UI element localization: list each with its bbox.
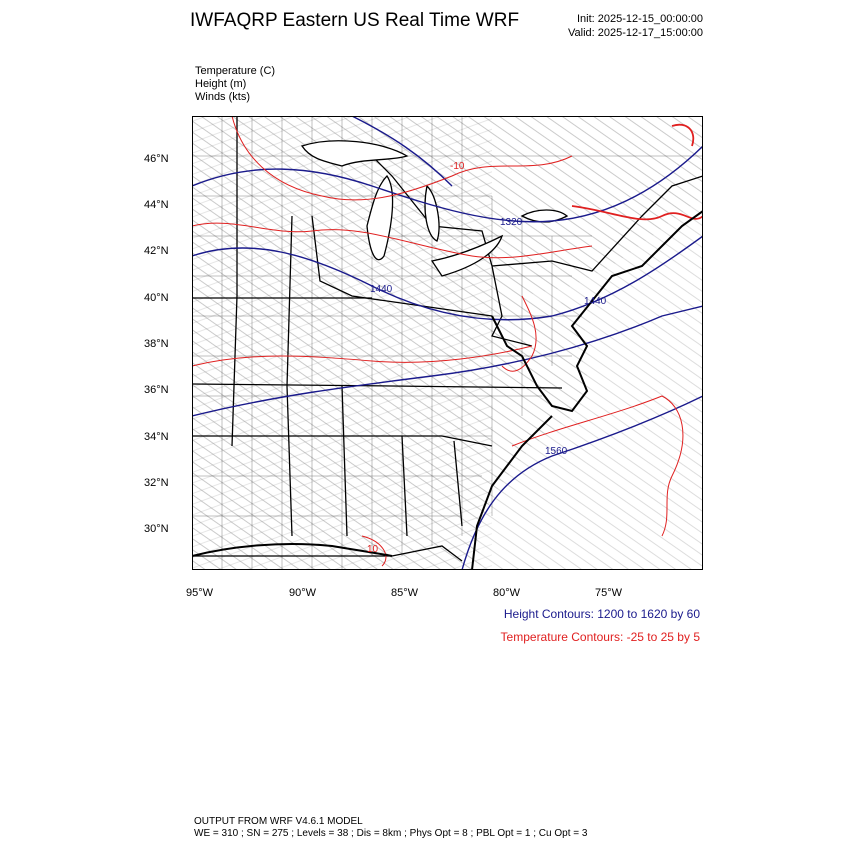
lat-label-32: 32°N	[144, 477, 169, 489]
lat-label-40: 40°N	[144, 292, 169, 304]
height-label-3: 1440	[584, 296, 607, 307]
lat-label-34: 34°N	[144, 431, 169, 443]
height-label-1: 1320	[500, 217, 523, 228]
lat-label-44: 44°N	[144, 199, 169, 211]
height-contours-legend: Height Contours: 1200 to 1620 by 60	[503, 607, 700, 621]
lon-label-85: 85°W	[391, 587, 419, 599]
init-time: Init: 2025-12-15_00:00:00	[577, 13, 703, 25]
lon-label-90: 90°W	[289, 587, 317, 599]
lat-label-46: 46°N	[144, 153, 169, 165]
lon-label-75: 75°W	[595, 587, 623, 599]
height-label-2: 1440	[370, 284, 393, 295]
lon-label-95: 95°W	[186, 587, 214, 599]
lat-label-30: 30°N	[144, 523, 169, 535]
weather-map	[192, 116, 703, 570]
model-footer-line2: WE = 310 ; SN = 275 ; Levels = 38 ; Dis = 8km ; Phys Opt = 8 ; PBL Opt = 1 ; Cu Opt = 3	[194, 828, 588, 839]
field-height: Height (m)	[195, 78, 247, 90]
temp-label-1: -10	[450, 161, 465, 172]
model-footer-line1: OUTPUT FROM WRF V4.6.1 MODEL	[194, 816, 363, 827]
lat-label-42: 42°N	[144, 245, 169, 257]
height-label-4: 1560	[545, 446, 568, 457]
field-temperature: Temperature (C)	[195, 65, 276, 77]
lat-label-36: 36°N	[144, 384, 169, 396]
lon-label-80: 80°W	[493, 587, 521, 599]
map-title: IWFAQRP Eastern US Real Time WRF	[190, 10, 520, 31]
temp-label-2: 10	[367, 544, 379, 555]
map-svg	[192, 116, 703, 570]
temperature-contours-legend: Temperature Contours: -25 to 25 by 5	[500, 630, 700, 644]
lat-label-38: 38°N	[144, 338, 169, 350]
valid-time: Valid: 2025-12-17_15:00:00	[568, 27, 703, 39]
field-winds: Winds (kts)	[195, 91, 250, 103]
